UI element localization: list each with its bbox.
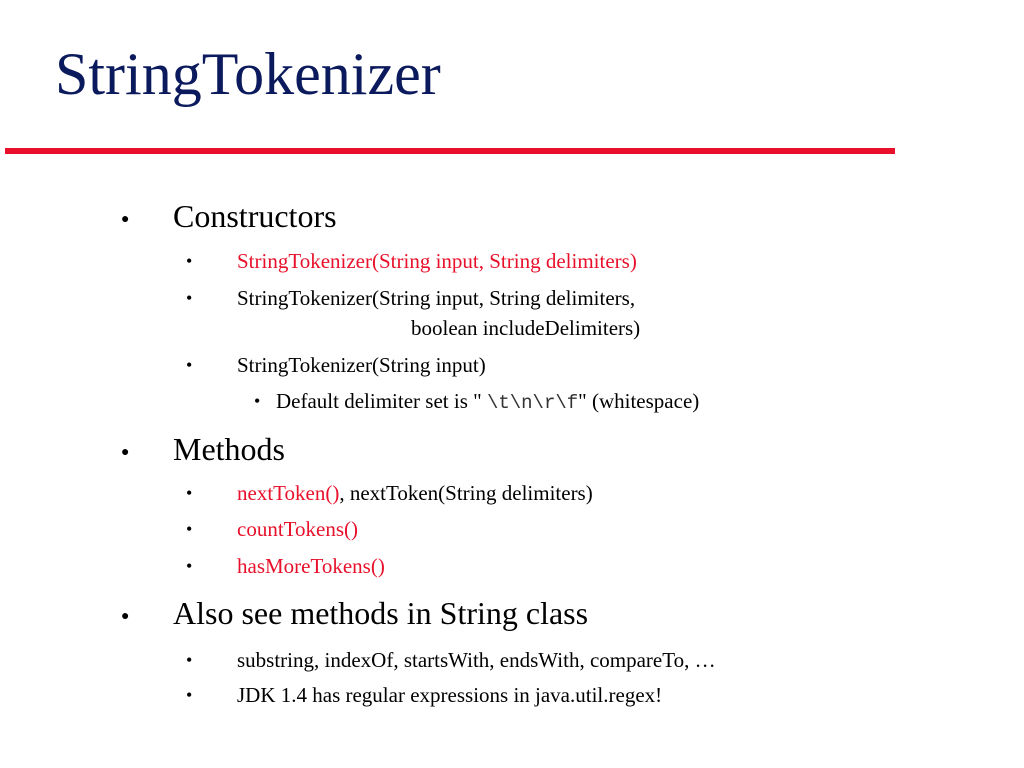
constructor-item-3: StringTokenizer(String input) [237,353,486,377]
bullet-level2: • [186,483,193,503]
method-next-token-delims: , nextToken(String delimiters) [339,481,593,505]
method-next-token: nextToken() [237,481,340,505]
default-delimiter-code: \t\n\r\f [486,392,579,414]
bullet-level2: • [186,650,193,670]
bullet-level2: • [186,251,193,271]
method-has-more-tokens: hasMoreTokens() [237,554,385,578]
bullet-level2: • [186,685,193,705]
constructor-item-1: StringTokenizer(String input, String delimiters) [237,249,637,273]
constructor-item-2-line-1: StringTokenizer(String input, String delimiters, [237,286,636,310]
bullet-level1: ● [121,445,130,460]
method-count-tokens: countTokens() [237,517,358,541]
section-heading-string-class: Also see methods in String class [173,595,589,631]
bullet-level2: • [186,355,193,375]
method-item-1 [237,478,593,508]
default-delimiter-suffix: " (whitespace) [578,389,700,413]
constructor-item-2-line-2: boolean includeDelimiters) [411,316,641,340]
bullet-level1: ● [121,609,130,624]
bullet-level2: • [186,519,193,539]
title-divider [5,148,895,154]
section-heading-constructors: Constructors [173,198,337,234]
default-delimiter-note [276,387,699,417]
default-delimiter-prefix: Default delimiter set is " [276,389,487,413]
section-heading-methods: Methods [173,431,285,467]
string-methods-list: substring, indexOf, startsWith, endsWith, compareTo, … [237,648,716,672]
regex-note: JDK 1.4 has regular expressions in java.util.regex! [237,683,663,707]
bullet-level3: • [254,391,261,411]
slide-title: StringTokenizer [55,41,441,107]
bullet-level2: • [186,288,193,308]
bullet-level1: ● [121,212,130,227]
bullet-level2: • [186,556,193,576]
